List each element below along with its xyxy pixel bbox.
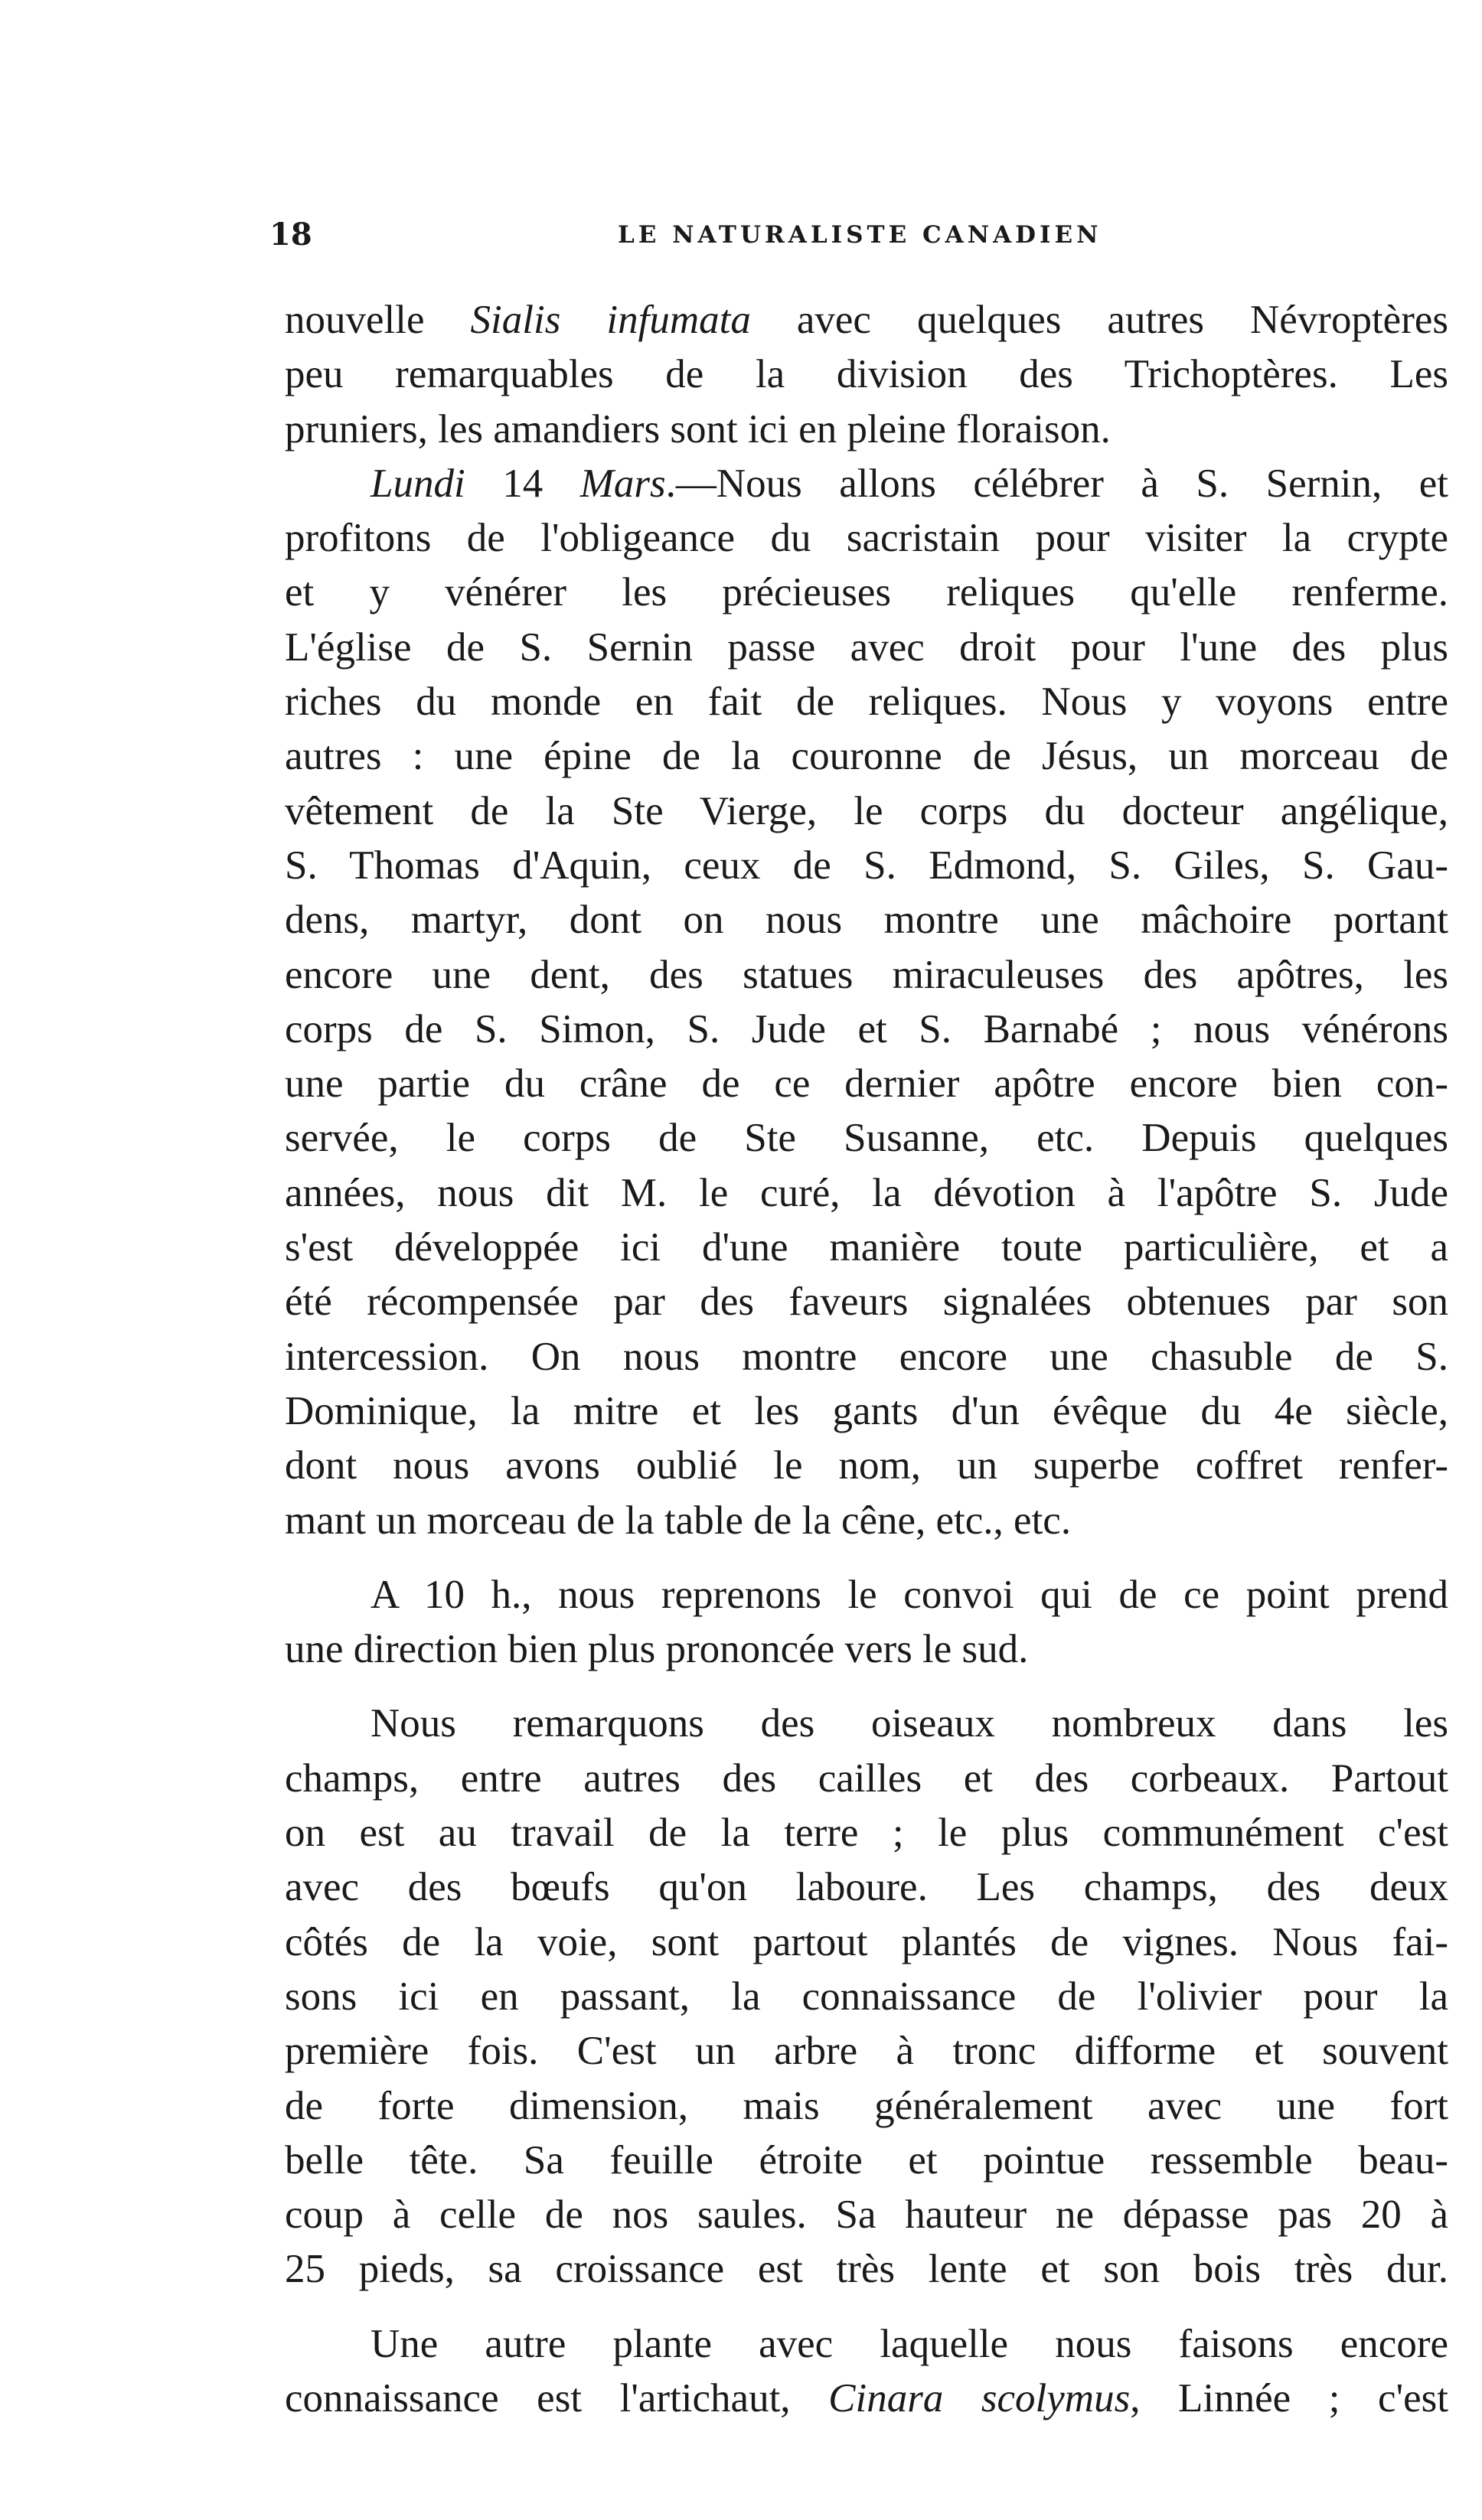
text-line: encore une dent, des statues miraculeuses des apôtres, les xyxy=(285,952,1448,997)
text-line: coup à celle de nos saules. Sa hauteur ne dépasse pas 20 à xyxy=(285,2192,1448,2238)
text-line: première fois. C'est un arbre à tronc difforme et souvent xyxy=(285,2029,1448,2074)
paragraph-2 xyxy=(285,457,1448,1548)
text-line: servée, le corps de Ste Susanne, etc. Depuis quelques xyxy=(285,1116,1448,1161)
text-line: et y vénérer les précieuses reliques qu'elle renferme. xyxy=(285,570,1448,615)
text-line: dens, martyr, dont on nous montre une mâchoire portant xyxy=(285,898,1448,943)
text-line: S. Thomas d'Aquin, ceux de S. Edmond, S. Giles, S. Gau- xyxy=(285,843,1448,888)
text-line: on est au travail de la terre ; le plus communément c'est xyxy=(285,1811,1448,1856)
text-line: vêtement de la Ste Vierge, le corps du docteur angélique, xyxy=(285,788,1448,833)
text-line: de forte dimension, mais généralement avec une fort xyxy=(285,2083,1448,2128)
text-line: dont nous avons oublié le nom, un superbe coffret renfer- xyxy=(285,1443,1448,1488)
text-line: A 10 h., nous reprenons le convoi qui de ce point prend xyxy=(370,1572,1448,1617)
text-line: pruniers, les amandiers sont ici en pleine floraison. xyxy=(285,406,1111,452)
paragraph-3 xyxy=(285,1568,1448,1677)
text-line: intercession. On nous montre encore une chasuble de S. xyxy=(285,1334,1448,1379)
text-line: avec des bœufs qu'on laboure. Les champs, des deux xyxy=(285,1865,1448,1910)
text-line: connaissance est l'artichaut, Cinara scolymus, Linnée ; c'est xyxy=(285,2375,1448,2421)
text-line: corps de S. Simon, S. Jude et S. Barnabé ; nous vénérons xyxy=(285,1006,1448,1051)
text-line: belle tête. Sa feuille étroite et pointue ressemble beau- xyxy=(285,2137,1448,2183)
running-head: LE NATURALISTE CANADIEN xyxy=(618,221,1102,249)
paragraph-5 xyxy=(285,2317,1448,2427)
text-line: peu remarquables de la division des Trichoptères. Les xyxy=(285,352,1448,397)
text-line: Lundi 14 Mars.—Nous allons célébrer à S. Sernin, et xyxy=(370,461,1449,506)
text-line: s'est développée ici d'une manière toute particulière, et a xyxy=(285,1225,1448,1270)
text-line: années, nous dit M. le curé, la dévotion à l'apôtre S. Jude xyxy=(285,1170,1448,1215)
text-line: L'église de S. Sernin passe avec droit pour l'une des plus xyxy=(285,624,1448,670)
page-number: 18 xyxy=(269,217,312,253)
text-line: côtés de la voie, sont partout plantés de vignes. Nous fai- xyxy=(285,1919,1448,1964)
text-line: Une autre plante avec laquelle nous faisons encore xyxy=(370,2321,1448,2366)
text-line: Nous remarquons des oiseaux nombreux dans les xyxy=(370,1701,1448,1746)
text-line: une partie du crâne de ce dernier apôtre encore bien con- xyxy=(285,1061,1448,1107)
text-line: riches du monde en fait de reliques. Nous y voyons entre xyxy=(285,680,1448,725)
text-line: une direction bien plus prononcée vers le sud. xyxy=(285,1627,1029,1672)
text-line: été récompensée par des faveurs signalées obtenues par son xyxy=(285,1280,1448,1325)
paragraph-1 xyxy=(285,293,1448,457)
text-line: mant un morceau de la table de la cêne, etc., etc. xyxy=(285,1498,1072,1543)
text-line: 25 pieds, sa croissance est très lente et son bois très dur. xyxy=(285,2247,1448,2292)
page-header xyxy=(269,217,1448,262)
body-text xyxy=(285,293,1448,2426)
text-line: sons ici en passant, la connaissance de l'olivier pour la xyxy=(285,1974,1448,2019)
text-line: profitons de l'obligeance du sacristain pour visiter la crypte xyxy=(285,516,1448,561)
text-line: champs, entre autres des cailles et des corbeaux. Partout xyxy=(285,1756,1448,1801)
paragraph-4 xyxy=(285,1697,1448,2297)
text-line: Dominique, la mitre et les gants d'un évêque du 4e siècle, xyxy=(285,1388,1448,1433)
text-line: autres : une épine de la couronne de Jésus, un morceau de xyxy=(285,734,1448,779)
text-line: nouvelle Sialis infumata avec quelques autres Névroptères xyxy=(285,298,1449,342)
